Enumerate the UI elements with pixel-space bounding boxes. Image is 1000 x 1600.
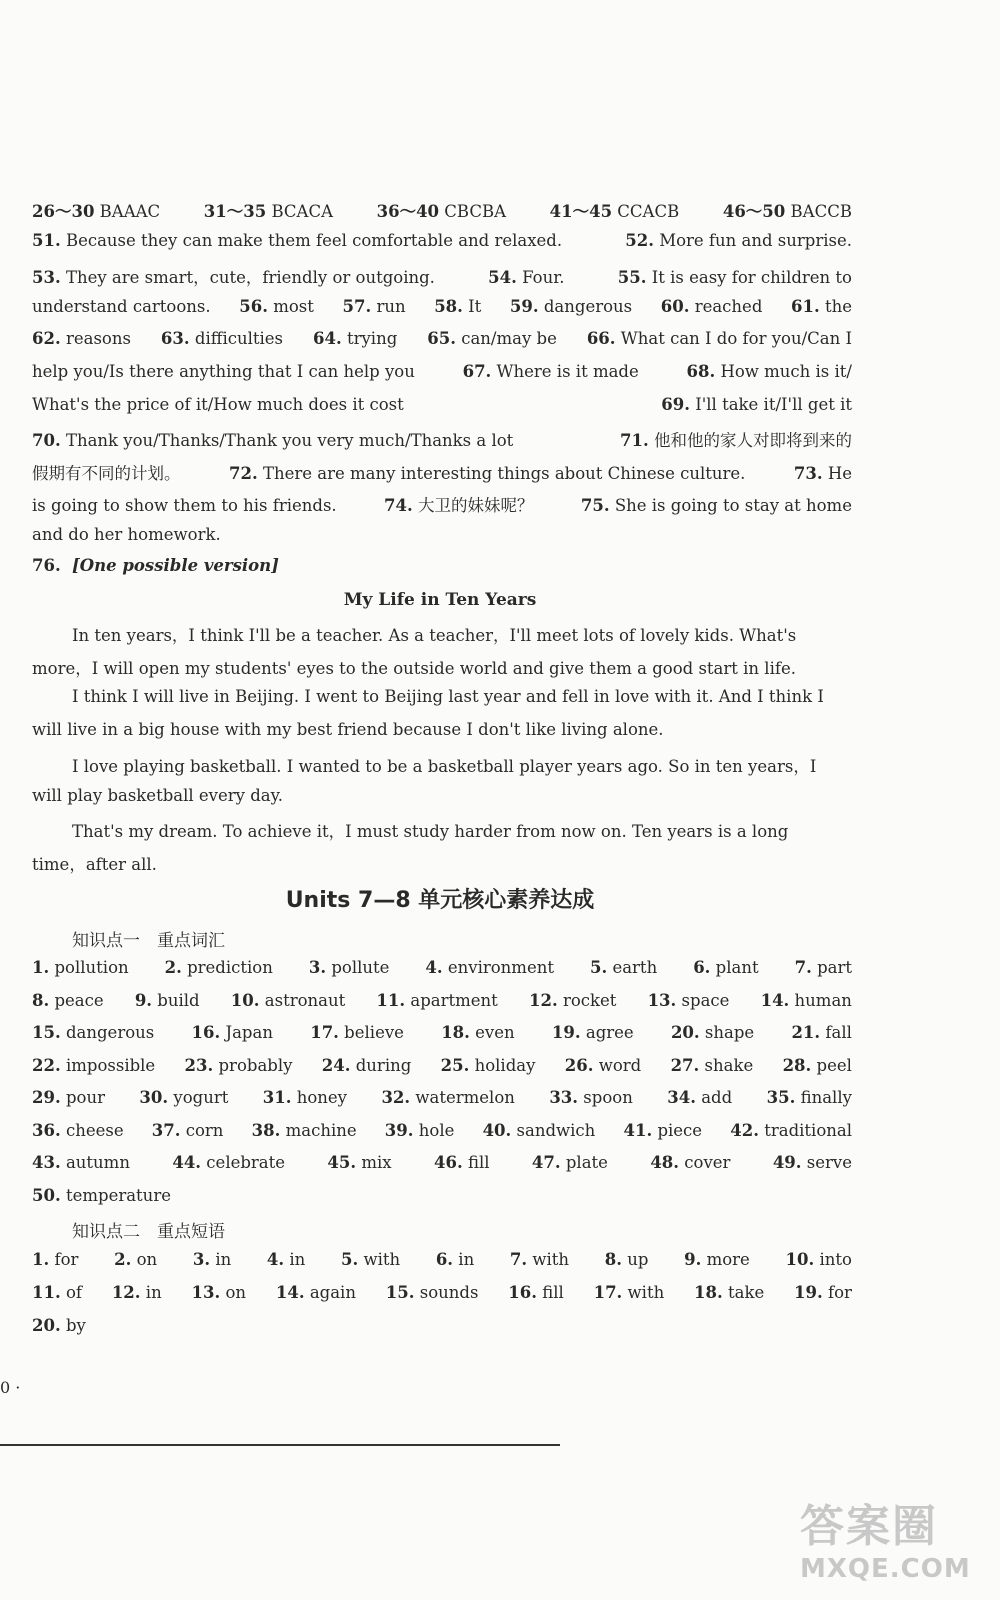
answer-item: 33. spoon xyxy=(549,1088,633,1107)
answer-item: 28. peel xyxy=(782,1056,852,1075)
answer-item: 71. 他和他的家人对即将到来的 xyxy=(620,431,852,450)
answer-line xyxy=(32,1056,852,1075)
answer-item: 24. during xyxy=(321,1056,412,1075)
answer-item: 64. trying xyxy=(312,329,398,348)
answer-item: 67. Where is it made xyxy=(462,362,639,381)
answer-item: 18. even xyxy=(441,1023,515,1042)
answer-item: 11. apartment xyxy=(376,991,498,1010)
answer-item: 22. impossible xyxy=(32,1056,156,1075)
answer-item: 35. finally xyxy=(766,1088,852,1107)
answer-item: 55. It is easy for children to xyxy=(617,268,852,287)
answer-line xyxy=(32,1121,852,1140)
answer-item: 26. word xyxy=(564,1056,642,1075)
answer-item: and do her homework. xyxy=(32,525,221,544)
answer-item: 31. honey xyxy=(262,1088,348,1107)
answer-line xyxy=(32,1316,852,1335)
essay-line: In ten years，I think I'll be a teacher. As a teacher，I'll meet lots of lovely kids. What's xyxy=(72,626,797,645)
answer-item: 42. traditional xyxy=(730,1121,852,1140)
answer-line xyxy=(32,264,852,288)
answer-item: 41～45 CCACB xyxy=(549,202,680,221)
answer-item: 43. autumn xyxy=(32,1153,130,1172)
answer-item: 4. environment xyxy=(425,958,554,977)
answer-item: 56. most xyxy=(239,297,314,316)
answer-item: 36. cheese xyxy=(32,1121,124,1140)
answer-item: 47. plate xyxy=(531,1153,608,1172)
answer-item: 12. in xyxy=(111,1283,162,1302)
answer-item: 29. pour xyxy=(32,1088,105,1107)
answer-item: 假期有不同的计划。 xyxy=(32,464,181,483)
unit-title: Units 7—8 单元核心素养达成 xyxy=(285,888,595,913)
answer-line xyxy=(32,362,852,381)
answer-item: 26～30 BAAAC xyxy=(32,202,161,221)
answer-item: 8. up xyxy=(604,1250,649,1269)
q76-label-line xyxy=(32,556,852,575)
answer-item: 19. agree xyxy=(551,1023,634,1042)
answer-line xyxy=(32,958,852,977)
answer-line xyxy=(32,297,852,316)
page-number: 0 · xyxy=(0,1378,21,1397)
answer-item: 40. sandwich xyxy=(482,1121,596,1140)
answer-line xyxy=(32,1023,852,1042)
answer-item: 3. pollute xyxy=(308,958,390,977)
q76-version: [One possible version] xyxy=(71,556,279,575)
answer-item: 61. the xyxy=(790,297,852,316)
answer-item: 65. can/may be xyxy=(427,329,557,348)
answer-item: 20. shape xyxy=(670,1023,755,1042)
answer-item: 45. mix xyxy=(327,1153,392,1172)
answer-item: 46. fill xyxy=(434,1153,490,1172)
answer-item: 52. More fun and surprise. xyxy=(625,231,852,250)
essay-line: more，I will open my students' eyes to the outside world and give them a good start in life. xyxy=(32,659,796,678)
answer-item: 74. 大卫的妹妹呢？ xyxy=(384,496,534,515)
answer-line xyxy=(32,1153,852,1172)
answer-item: 34. add xyxy=(667,1088,733,1107)
essay-line: time，after all. xyxy=(32,855,157,874)
answer-item: 57. run xyxy=(342,297,406,316)
answer-item: 11. of xyxy=(32,1283,83,1302)
answer-line xyxy=(32,1186,852,1205)
answer-item: help you/Is there anything that I can help you xyxy=(32,362,415,381)
answer-item: 37. corn xyxy=(151,1121,224,1140)
answer-line xyxy=(32,329,852,348)
answer-line xyxy=(32,427,852,451)
answer-line xyxy=(32,460,852,484)
answer-item: 15. sounds xyxy=(385,1283,479,1302)
answer-item: 2. prediction xyxy=(164,958,273,977)
answer-item: 10. into xyxy=(785,1250,852,1269)
answer-item: 1. pollution xyxy=(32,958,129,977)
answer-item: 5. with xyxy=(341,1250,401,1269)
answer-item: 62. reasons xyxy=(32,329,131,348)
answer-item: 32. watermelon xyxy=(381,1088,515,1107)
answer-item: 15. dangerous xyxy=(32,1023,155,1042)
essay-line: will live in a big house with my best friend because I don't like living alone. xyxy=(32,720,664,739)
answer-item: 17. believe xyxy=(310,1023,404,1042)
answer-item: 5. earth xyxy=(589,958,658,977)
answer-item: 31～35 BCACA xyxy=(203,202,333,221)
answer-item: 46～50 BACCB xyxy=(722,202,852,221)
answer-line xyxy=(32,1283,852,1302)
answer-item: 4. in xyxy=(266,1250,306,1269)
answer-item: 17. with xyxy=(593,1283,665,1302)
answer-item: 14. again xyxy=(275,1283,356,1302)
answer-item: 50. temperature xyxy=(32,1186,171,1205)
answer-item: 8. peace xyxy=(32,991,104,1010)
answer-item: 59. dangerous xyxy=(509,297,633,316)
answer-item: 7. part xyxy=(794,958,852,977)
answer-item: is going to show them to his friends. xyxy=(32,496,337,515)
answer-item: 25. holiday xyxy=(440,1056,536,1075)
answer-item: 68. How much is it/ xyxy=(686,362,852,381)
answer-item: 13. space xyxy=(647,991,730,1010)
answer-item: 70. Thank you/Thanks/Thank you very much/Thanks a lot xyxy=(32,431,514,450)
answer-item: 63. difficulties xyxy=(160,329,284,348)
answer-item: 36～40 CBCBA xyxy=(376,202,507,221)
answer-line xyxy=(32,1250,852,1269)
essay-line: I think I will live in Beijing. I went to Beijing last year and fell in love with it. And I think I xyxy=(72,687,824,706)
answer-item: 66. What can I do for you/Can I xyxy=(586,329,852,348)
watermark-logo: 答案圈 MXQE.COM xyxy=(800,1501,971,1584)
answer-item: 30. yogurt xyxy=(139,1088,229,1107)
answer-item: 60. reached xyxy=(660,297,763,316)
answer-item: 54. Four. xyxy=(488,268,565,287)
answer-item: 7. with xyxy=(509,1250,570,1269)
answer-line xyxy=(32,1088,852,1107)
answer-item: 51. Because they can make them feel comfortable and relaxed. xyxy=(32,231,563,250)
essay-title: My Life in Ten Years xyxy=(343,590,537,610)
answer-item: 16. fill xyxy=(508,1283,564,1302)
answer-item: 14. human xyxy=(760,991,852,1010)
answer-item: 2. on xyxy=(114,1250,158,1269)
answer-item: 27. shake xyxy=(670,1056,754,1075)
answer-item: 10. astronaut xyxy=(230,991,346,1010)
essay-line: I love playing basketball. I wanted to be a basketball player years ago. So in ten years，I xyxy=(72,757,817,776)
section2-heading: 知识点二 重点短语 xyxy=(72,1222,225,1242)
answer-item: 6. in xyxy=(435,1250,475,1269)
answer-item: understand cartoons. xyxy=(32,297,211,316)
answer-item: 44. celebrate xyxy=(172,1153,286,1172)
answer-line xyxy=(32,991,852,1010)
answer-item: 72. There are many interesting things about Chinese culture. xyxy=(228,464,746,483)
essay-line: That's my dream. To achieve it，I must study harder from now on. Ten years is a long xyxy=(72,822,789,841)
answer-item: 19. for xyxy=(794,1283,852,1302)
answer-item: 41. piece xyxy=(623,1121,703,1140)
section1-heading: 知识点一 重点词汇 xyxy=(72,931,225,951)
answer-item: 75. She is going to stay at home xyxy=(580,496,852,515)
answer-item: 73. He xyxy=(793,464,852,483)
answer-item: 58. It xyxy=(434,297,482,316)
answer-item: 48. cover xyxy=(650,1153,731,1172)
answer-line xyxy=(32,198,852,222)
answer-item: 39. hole xyxy=(384,1121,455,1140)
answer-item: 53. They are smart，cute，friendly or outgoing. xyxy=(32,268,435,287)
answer-item: What's the price of it/How much does it cost xyxy=(32,395,404,414)
answer-item: 6. plant xyxy=(693,958,759,977)
answer-item: 21. fall xyxy=(791,1023,852,1042)
q76-number: 76. xyxy=(32,556,61,575)
answer-item: 23. probably xyxy=(184,1056,293,1075)
answer-item: 3. in xyxy=(192,1250,232,1269)
answer-item: 49. serve xyxy=(772,1153,852,1172)
answer-item: 9. more xyxy=(684,1250,750,1269)
answer-line xyxy=(32,492,852,516)
answer-line xyxy=(32,231,852,250)
answer-item: 1. for xyxy=(32,1250,79,1269)
answer-item: 16. Japan xyxy=(191,1023,273,1042)
essay-line: will play basketball every day. xyxy=(32,786,283,805)
answer-item: 38. machine xyxy=(251,1121,357,1140)
answer-item: 13. on xyxy=(191,1283,247,1302)
answer-line xyxy=(32,525,852,544)
answer-item: 69. I'll take it/I'll get it xyxy=(661,395,852,414)
answer-item: 12. rocket xyxy=(528,991,617,1010)
answer-item: 18. take xyxy=(694,1283,765,1302)
answer-item: 20. by xyxy=(32,1316,86,1335)
bottom-rule xyxy=(0,1444,560,1446)
answer-item: 9. build xyxy=(134,991,200,1010)
answer-line xyxy=(32,395,852,414)
